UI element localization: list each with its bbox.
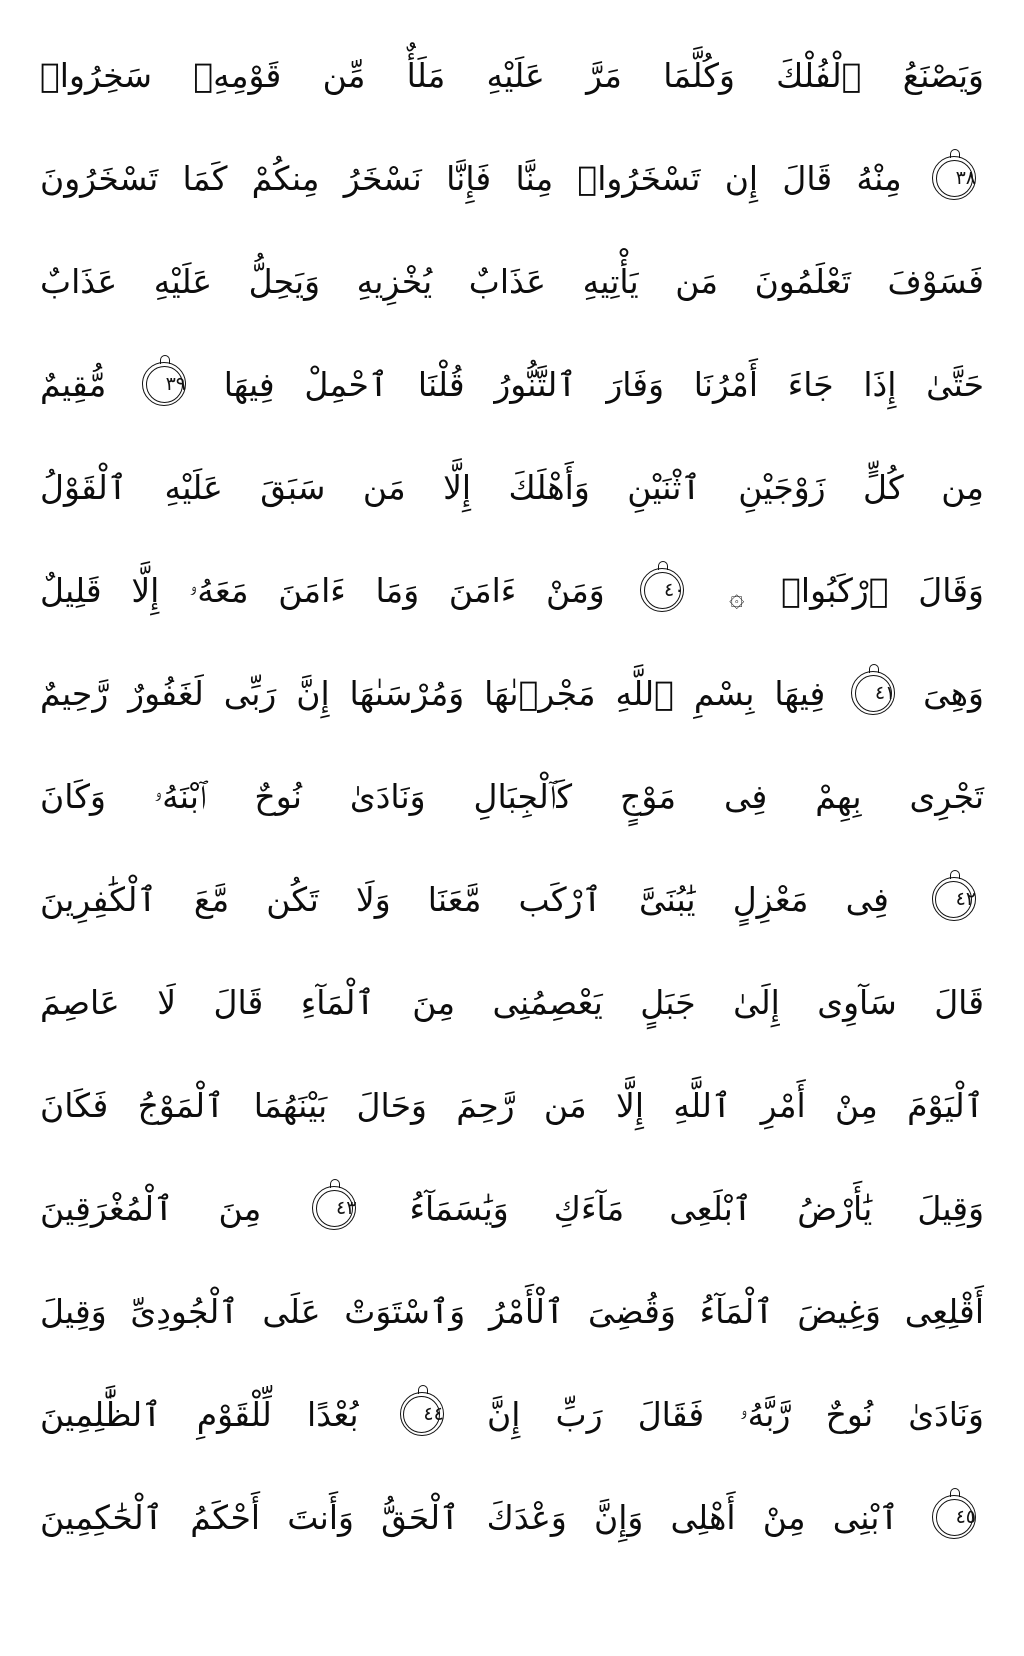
quran-line-9	[40, 848, 984, 951]
ayah-text: مِنَ ٱلْمُغْرَقِينَ	[40, 1189, 262, 1228]
quran-line-1	[40, 24, 984, 127]
quran-line-14	[40, 1363, 984, 1466]
ayah-number-label: ٣٩	[165, 373, 186, 395]
ayah-number-label: ٤١	[874, 682, 896, 704]
hizb-sajda-icon: ۞	[729, 583, 745, 613]
ayah-text: تَجْرِى بِهِمْ فِى مَوْجٍ كَٱلْجِبَالِ وَنَادَىٰ نُوحٌ ٱبْنَهُۥ وَكَانَ	[40, 777, 984, 816]
ayah-text: مِن كُلٍّ زَوْجَيْنِ ٱثْنَيْنِ وَأَهْلَكَ إِلَّا مَن سَبَقَ عَلَيْهِ ٱلْقَوْلُ	[40, 468, 984, 507]
ayah-text: وَقَالَ ٱرْكَبُوا۟	[781, 571, 984, 610]
quran-line-5	[40, 436, 984, 539]
ayah-number-label: ٣٨	[955, 167, 976, 189]
ayah-number-label: ٤٥	[955, 1506, 977, 1528]
quran-line-10	[40, 951, 984, 1054]
quran-line-7	[40, 642, 984, 745]
ayah-marker-40[interactable]	[640, 568, 686, 614]
ayah-text: بُعْدًا لِّلْقَوْمِ ٱلظَّٰلِمِينَ	[40, 1395, 359, 1434]
quran-line-2	[40, 127, 984, 230]
ayah-text: وَمَنْ ءَامَنَ وَمَا ءَامَنَ مَعَهُۥ إِلَّا قَلِيلٌ	[40, 571, 605, 610]
ayah-marker-41[interactable]	[851, 671, 897, 717]
ayah-number-label: ٤٤	[423, 1403, 444, 1425]
ayah-marker-39[interactable]	[142, 362, 188, 408]
quran-line-6	[40, 539, 984, 642]
ayah-text: وَهِىَ	[923, 674, 984, 713]
quran-line-11	[40, 1054, 984, 1157]
ayah-text: فِى مَعْزِلٍ يَٰبُنَىَّ ٱرْكَب مَّعَنَا وَلَا تَكُن مَّعَ ٱلْكَٰفِرِينَ	[40, 880, 889, 919]
ayah-text: فِيهَا بِسْمِ ٱللَّهِ مَجْر۪ىٰهَا وَمُرْسَىٰهَا إِنَّ رَبِّى لَغَفُورٌ رَّحِيمٌ	[40, 674, 826, 713]
ayah-text: وَنَادَىٰ نُوحٌ رَّبَّهُۥ فَقَالَ رَبِّ إِنَّ	[486, 1395, 984, 1434]
ayah-text: حَتَّىٰ إِذَا جَاءَ أَمْرُنَا وَفَارَ ٱلتَّنُّورُ قُلْنَا ٱحْمِلْ فِيهَا	[223, 365, 984, 404]
ayah-number-label: ٤٢	[955, 888, 976, 910]
ayah-marker-44[interactable]	[400, 1392, 446, 1438]
ayah-marker-45[interactable]	[932, 1495, 978, 1541]
quran-line-8	[40, 745, 984, 848]
quran-line-12	[40, 1157, 984, 1260]
quran-text-block	[40, 24, 984, 1569]
ayah-text: قَالَ سَآوِى إِلَىٰ جَبَلٍ يَعْصِمُنِى مِنَ ٱلْمَآءِ قَالَ لَا عَاصِمَ	[40, 983, 984, 1022]
ayah-text: وَقِيلَ يَٰأَرْضُ ٱبْلَعِى مَآءَكِ وَيَٰسَمَآءُ	[409, 1189, 985, 1228]
ayah-text: وَيَصْنَعُ ٱلْفُلْكَ وَكُلَّمَا مَرَّ عَلَيْهِ مَلَأٌ مِّن قَوْمِهِۦ سَخِرُوا۟	[40, 56, 984, 95]
quran-line-13	[40, 1260, 984, 1363]
ayah-text: فَسَوْفَ تَعْلَمُونَ مَن يَأْتِيهِ عَذَابٌ يُخْزِيهِ وَيَحِلُّ عَلَيْهِ عَذَابٌ	[40, 262, 984, 301]
ayah-text: ٱبْنِى مِنْ أَهْلِى وَإِنَّ وَعْدَكَ ٱلْحَقُّ وَأَنتَ أَحْكَمُ ٱلْحَٰكِمِينَ	[40, 1498, 899, 1537]
ayah-text: مِنْهُ قَالَ إِن تَسْخَرُوا۟ مِنَّا فَإِنَّا نَسْخَرُ مِنكُمْ كَمَا تَسْخَرُونَ	[40, 159, 902, 198]
ayah-marker-42[interactable]	[932, 877, 978, 923]
quran-line-15	[40, 1466, 984, 1569]
ayah-number-label: ٤٠	[664, 579, 685, 601]
ayah-number-label: ٤٣	[335, 1197, 357, 1219]
quran-line-3	[40, 230, 984, 333]
ayah-text: مُّقِيمٌ	[40, 365, 107, 404]
quran-line-4	[40, 333, 984, 436]
ayah-marker-43[interactable]	[312, 1186, 358, 1232]
ayah-text: أَقْلِعِى وَغِيضَ ٱلْمَآءُ وَقُضِىَ ٱلْأَمْرُ وَٱسْتَوَتْ عَلَى ٱلْجُودِىِّ وَقِيلَ	[40, 1292, 984, 1331]
ayah-marker-38[interactable]	[932, 156, 978, 202]
ayah-text: ٱلْيَوْمَ مِنْ أَمْرِ ٱللَّهِ إِلَّا مَن رَّحِمَ وَحَالَ بَيْنَهُمَا ٱلْمَوْجُ فَكَانَ	[40, 1086, 984, 1125]
